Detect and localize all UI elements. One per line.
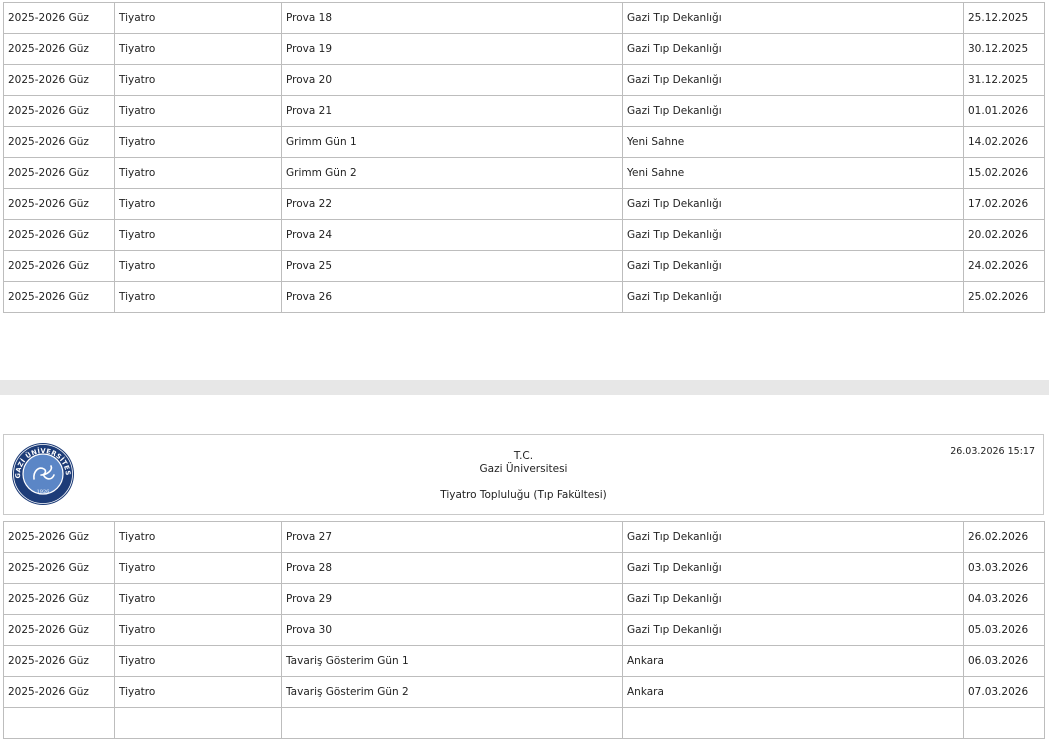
- cell-term: [4, 708, 115, 739]
- cell-date: 25.02.2026: [964, 282, 1045, 313]
- cell-place: Gazi Tıp Dekanlığı: [623, 615, 964, 646]
- cell-place: Gazi Tıp Dekanlığı: [623, 522, 964, 553]
- cell-type: Tiyatro: [115, 127, 282, 158]
- table-row: [4, 189, 1045, 220]
- cell-term: 2025-2026 Güz: [4, 646, 115, 677]
- cell-place: [623, 708, 964, 739]
- cell-term: 2025-2026 Güz: [4, 127, 115, 158]
- cell-term: 2025-2026 Güz: [4, 65, 115, 96]
- cell-place: Gazi Tıp Dekanlığı: [623, 3, 964, 34]
- cell-date: 30.12.2025: [964, 34, 1045, 65]
- table-row: [4, 646, 1045, 677]
- cell-activity: Prova 27: [282, 522, 623, 553]
- cell-term: 2025-2026 Güz: [4, 522, 115, 553]
- cell-term: 2025-2026 Güz: [4, 189, 115, 220]
- cell-activity: Prova 19: [282, 34, 623, 65]
- cell-date: 04.03.2026: [964, 584, 1045, 615]
- cell-place: Gazi Tıp Dekanlığı: [623, 553, 964, 584]
- report-header: [3, 434, 1044, 515]
- table-row: [4, 3, 1045, 34]
- cell-term: 2025-2026 Güz: [4, 677, 115, 708]
- cell-date: 17.02.2026: [964, 189, 1045, 220]
- print-timestamp: 26.03.2026 15:17: [950, 446, 1035, 457]
- cell-type: Tiyatro: [115, 677, 282, 708]
- cell-date: 14.02.2026: [964, 127, 1045, 158]
- cell-type: Tiyatro: [115, 3, 282, 34]
- cell-term: 2025-2026 Güz: [4, 158, 115, 189]
- cell-place: Gazi Tıp Dekanlığı: [623, 220, 964, 251]
- cell-place: Gazi Tıp Dekanlığı: [623, 96, 964, 127]
- cell-type: Tiyatro: [115, 96, 282, 127]
- cell-type: Tiyatro: [115, 220, 282, 251]
- cell-place: Gazi Tıp Dekanlığı: [623, 65, 964, 96]
- cell-type: Tiyatro: [115, 584, 282, 615]
- cell-type: Tiyatro: [115, 615, 282, 646]
- header-club: Tiyatro Topluluğu (Tıp Fakültesi): [440, 489, 607, 501]
- cell-place: Ankara: [623, 646, 964, 677]
- table-row: [4, 677, 1045, 708]
- table-row: [4, 708, 1045, 739]
- cell-activity: Tavariş Gösterim Gün 1: [282, 646, 623, 677]
- cell-type: Tiyatro: [115, 553, 282, 584]
- cell-type: Tiyatro: [115, 646, 282, 677]
- cell-activity: Prova 25: [282, 251, 623, 282]
- cell-place: Gazi Tıp Dekanlığı: [623, 34, 964, 65]
- table-row: [4, 65, 1045, 96]
- logo-year: 1926: [36, 489, 50, 495]
- cell-place: Yeni Sahne: [623, 158, 964, 189]
- cell-date: [964, 708, 1045, 739]
- cell-term: 2025-2026 Güz: [4, 553, 115, 584]
- cell-date: 05.03.2026: [964, 615, 1045, 646]
- cell-activity: Prova 22: [282, 189, 623, 220]
- cell-activity: Grimm Gün 2: [282, 158, 623, 189]
- cell-term: 2025-2026 Güz: [4, 615, 115, 646]
- cell-type: Tiyatro: [115, 251, 282, 282]
- cell-place: Ankara: [623, 677, 964, 708]
- cell-term: 2025-2026 Güz: [4, 34, 115, 65]
- cell-activity: Prova 24: [282, 220, 623, 251]
- cell-place: Gazi Tıp Dekanlığı: [623, 282, 964, 313]
- cell-type: Tiyatro: [115, 189, 282, 220]
- cell-term: 2025-2026 Güz: [4, 584, 115, 615]
- cell-activity: Prova 30: [282, 615, 623, 646]
- activity-table-bottom: [3, 521, 1045, 739]
- table-row: [4, 220, 1045, 251]
- cell-place: Gazi Tıp Dekanlığı: [623, 584, 964, 615]
- cell-place: Yeni Sahne: [623, 127, 964, 158]
- cell-date: 25.12.2025: [964, 3, 1045, 34]
- cell-term: 2025-2026 Güz: [4, 3, 115, 34]
- table-row: [4, 96, 1045, 127]
- cell-date: 24.02.2026: [964, 251, 1045, 282]
- cell-activity: [282, 708, 623, 739]
- table-row: [4, 282, 1045, 313]
- cell-term: 2025-2026 Güz: [4, 220, 115, 251]
- cell-date: 01.01.2026: [964, 96, 1045, 127]
- table-row: [4, 522, 1045, 553]
- cell-date: 03.03.2026: [964, 553, 1045, 584]
- cell-term: 2025-2026 Güz: [4, 251, 115, 282]
- cell-activity: Prova 21: [282, 96, 623, 127]
- cell-date: 20.02.2026: [964, 220, 1045, 251]
- table-row: [4, 615, 1045, 646]
- cell-activity: Prova 18: [282, 3, 623, 34]
- table-row: [4, 584, 1045, 615]
- cell-activity: Prova 26: [282, 282, 623, 313]
- cell-activity: Prova 20: [282, 65, 623, 96]
- cell-activity: Grimm Gün 1: [282, 127, 623, 158]
- logo-arc-text: GAZİ ÜNİVERSİTES: [13, 446, 73, 479]
- table-row: [4, 127, 1045, 158]
- page-separator: [0, 380, 1049, 395]
- cell-date: 06.03.2026: [964, 646, 1045, 677]
- cell-activity: Prova 29: [282, 584, 623, 615]
- cell-type: Tiyatro: [115, 282, 282, 313]
- cell-place: Gazi Tıp Dekanlığı: [623, 251, 964, 282]
- header-tc: T.C.: [513, 450, 534, 462]
- cell-date: 07.03.2026: [964, 677, 1045, 708]
- cell-date: 31.12.2025: [964, 65, 1045, 96]
- cell-activity: Tavariş Gösterim Gün 2: [282, 677, 623, 708]
- header-university: Gazi Üniversitesi: [479, 463, 568, 475]
- table-row: [4, 251, 1045, 282]
- cell-date: 26.02.2026: [964, 522, 1045, 553]
- cell-type: Tiyatro: [115, 34, 282, 65]
- cell-type: Tiyatro: [115, 158, 282, 189]
- activity-table-top: [3, 2, 1045, 313]
- table-row: [4, 553, 1045, 584]
- cell-type: Tiyatro: [115, 65, 282, 96]
- cell-term: 2025-2026 Güz: [4, 282, 115, 313]
- cell-place: Gazi Tıp Dekanlığı: [623, 189, 964, 220]
- table-row: [4, 158, 1045, 189]
- cell-term: 2025-2026 Güz: [4, 96, 115, 127]
- cell-type: [115, 708, 282, 739]
- cell-activity: Prova 28: [282, 553, 623, 584]
- cell-type: Tiyatro: [115, 522, 282, 553]
- report-page-bottom: [0, 395, 1049, 715]
- cell-date: 15.02.2026: [964, 158, 1045, 189]
- table-row: [4, 34, 1045, 65]
